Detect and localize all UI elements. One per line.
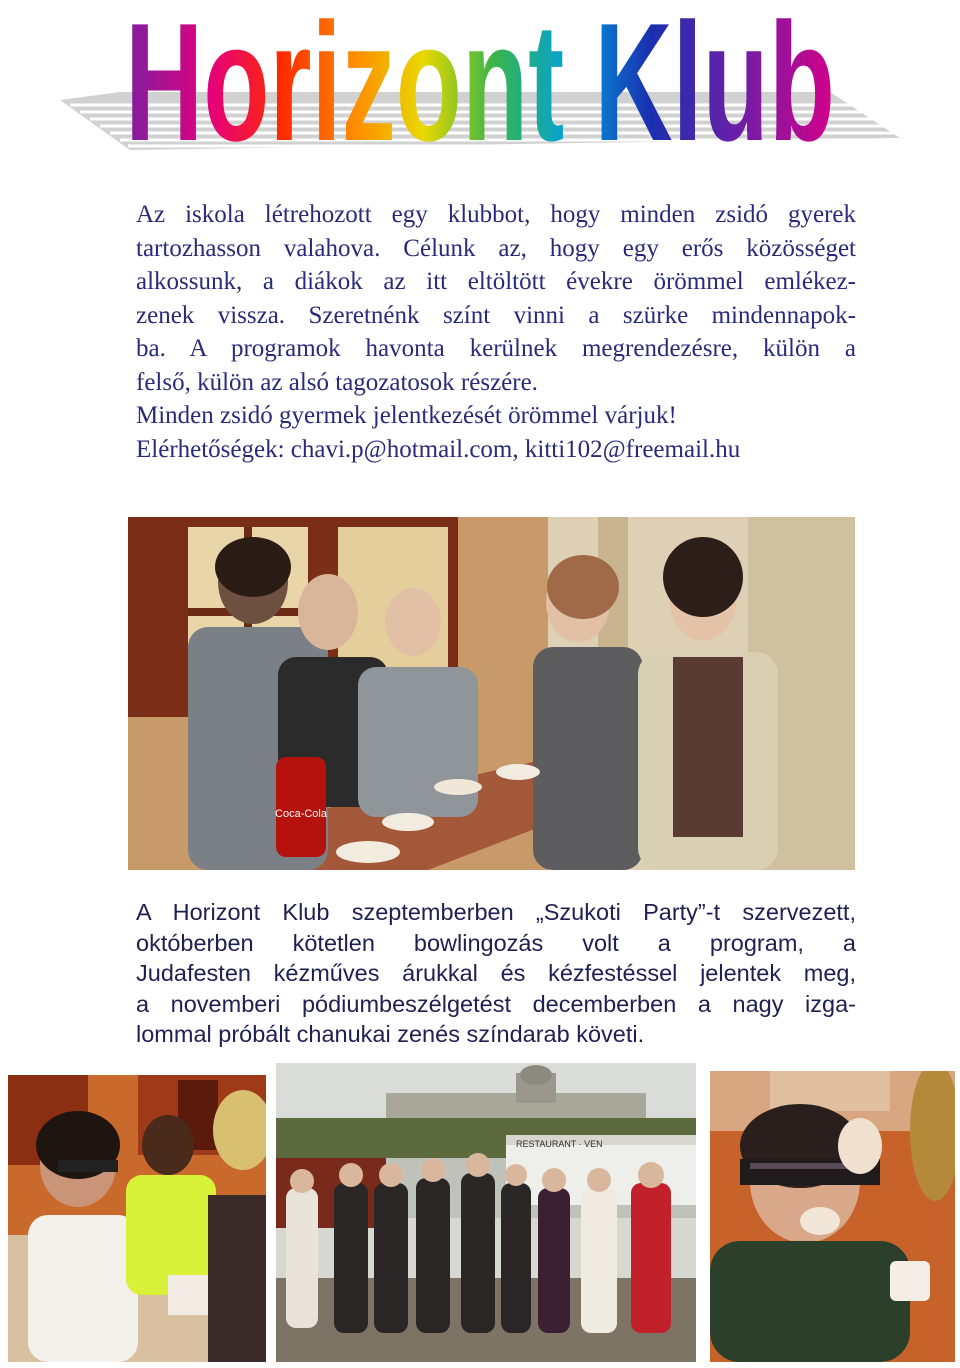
- blindfolded-eating-photo: [710, 1071, 955, 1362]
- riverside-group-photo: [276, 1063, 696, 1362]
- intro-line: Minden zsidó gyermek jelentkezését örömmel várjuk!: [136, 402, 677, 429]
- events-line: lommal próbált chanukai zenés színdarab követi.: [136, 1021, 645, 1047]
- contact-line: Elérhetőségek: chavi.p@hotmail.com, kitti102@freemail.hu: [136, 435, 741, 463]
- intro-line: zenek vissza. Szeretnénk színt vinni a szürke mindennapok-: [136, 301, 856, 329]
- title-wordart: [0, 0, 960, 160]
- intro-line: Az iskola létrehozott egy klubbot, hogy minden zsidó gyerek: [136, 201, 856, 228]
- coca-cola-label: Coca-Cola: [275, 808, 327, 820]
- intro-line: alkossunk, a diákok az itt eltöltött évekre örömmel emlékez-: [136, 268, 856, 295]
- events-line: A Horizont Klub szeptemberben „Szukoti Party”-t szervezett,: [136, 899, 856, 925]
- intro-line: ba. A programok havonta kerülnek megrendezésre, külön a: [136, 335, 856, 362]
- events-line: a novemberi pódiumbeszélgetést decemberben a nagy izga-: [136, 990, 856, 1017]
- events-line: Judafesten kézműves árukkal és kézfestéssel jelentek meg,: [136, 960, 856, 986]
- intro-paragraph: [136, 198, 856, 466]
- restaurant-sign: RESTAURANT · VEN: [516, 1139, 603, 1149]
- club-party-photo: [128, 517, 855, 870]
- intro-line: felső, külön az alsó tagozatosok részére.: [136, 368, 538, 396]
- blindfold-tasting-photo: [8, 1075, 266, 1362]
- intro-line: tartozhasson valahova. Célunk az, hogy egy erős közösséget: [136, 234, 856, 262]
- title-text: Horizont Klub: [125, 0, 835, 160]
- events-line: októberben kötetlen bowlingozás volt a program, a: [136, 929, 856, 956]
- events-paragraph: [136, 897, 856, 1050]
